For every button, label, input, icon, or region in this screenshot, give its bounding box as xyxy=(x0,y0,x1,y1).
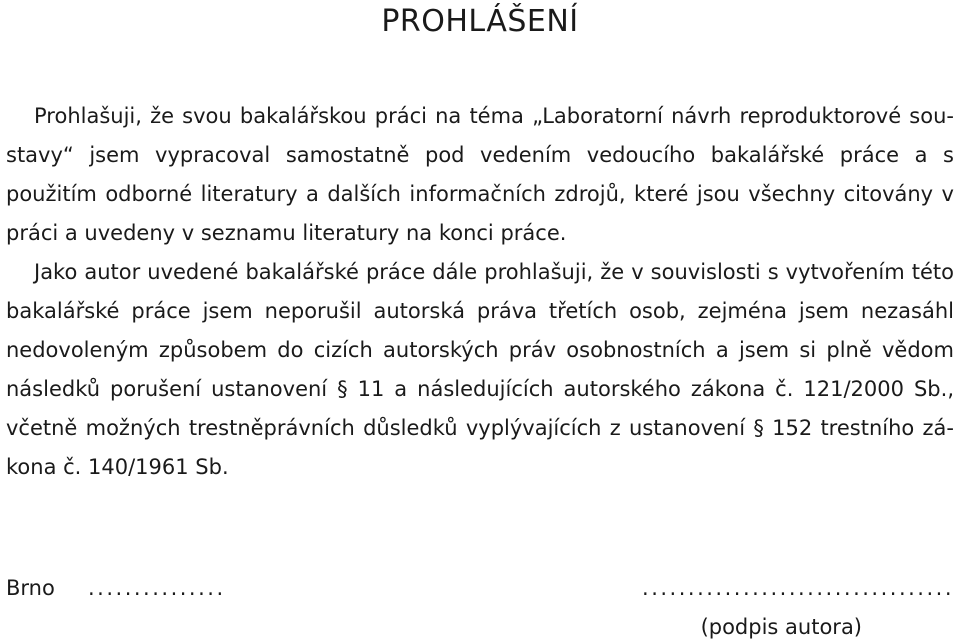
signature-placeholder-line: .................................. xyxy=(642,576,954,600)
paragraph-thesis-originality: Prohlašuji, že svou bakalářskou práci na téma „Laboratorní návrh reproduktorové soustavy“ jsem vypracoval samostatně pod vedením vedoucího bakalářské práce a s použitím odborné literatury a dalších informačních zdrojů, které jsou všechny citovány v práci a uvedeny v seznamu literatury na konci práce. xyxy=(6,104,954,245)
page-title: PROHLÁŠENÍ xyxy=(381,4,579,39)
signature-caption: (podpis autora) xyxy=(700,615,862,639)
city-label: Brno xyxy=(6,576,55,600)
paragraph-copyright-statement: Jako autor uvedené bakalářské práce dále prohlašuji, že v souvislosti s vytvořením této bakalářské práce jsem neporušil autorská práva třetích osob, zejména jsem nezasáhl nedovoleným způsobem do cizích autorských práv osobnostních a jsem si plně vědom následků porušení ustanovení § 11 a následujících autorského zákona č. 121/2000 Sb., včetně možných trestněprávních důsledků vyplývajících z ustanovení § 152 trestního zákona č. 140/1961 Sb. xyxy=(6,260,954,479)
signature-row xyxy=(6,570,954,610)
date-placeholder-line: ............... xyxy=(88,576,226,600)
declaration-body xyxy=(6,97,954,487)
